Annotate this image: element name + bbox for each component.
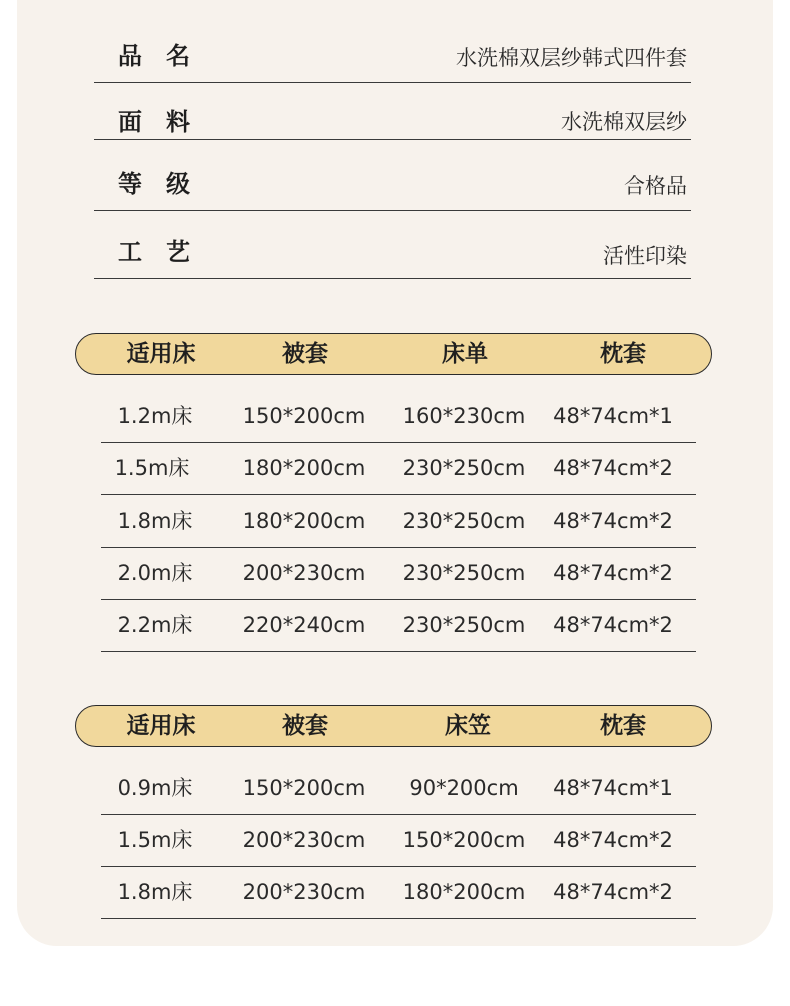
cell-bed: 1.5m床 bbox=[117, 828, 193, 852]
spec-label: 工艺 bbox=[118, 238, 214, 266]
cell-bed: 0.9m床 bbox=[117, 776, 193, 800]
cell-duvet: 150*200cm bbox=[242, 404, 366, 428]
spec-row-craft bbox=[94, 210, 691, 279]
table-row bbox=[101, 815, 696, 867]
spec-label: 面料 bbox=[118, 108, 214, 136]
cell-fitted-sheet: 150*200cm bbox=[402, 828, 526, 852]
table-row bbox=[101, 496, 696, 548]
cell-sheet: 230*250cm bbox=[402, 456, 526, 480]
table-row bbox=[101, 443, 696, 495]
cell-duvet: 150*200cm bbox=[242, 776, 366, 800]
cell-pillowcase: 48*74cm*2 bbox=[553, 828, 673, 852]
table-row bbox=[101, 391, 696, 443]
cell-pillowcase: 48*74cm*2 bbox=[553, 456, 673, 480]
spec-value: 活性印染 bbox=[603, 244, 687, 268]
cell-sheet: 230*250cm bbox=[402, 509, 526, 533]
cell-bed: 1.2m床 bbox=[117, 404, 193, 428]
spec-value: 水洗棉双层纱韩式四件套 bbox=[456, 46, 687, 70]
size-table-1-header bbox=[75, 333, 712, 375]
table-row bbox=[101, 548, 696, 600]
spec-row-grade bbox=[94, 139, 691, 211]
cell-duvet: 200*230cm bbox=[242, 828, 366, 852]
cell-pillowcase: 48*74cm*2 bbox=[553, 880, 673, 904]
cell-bed: 2.0m床 bbox=[117, 561, 193, 585]
cell-sheet: 230*250cm bbox=[402, 561, 526, 585]
cell-fitted-sheet: 180*200cm bbox=[402, 880, 526, 904]
cell-sheet: 230*250cm bbox=[402, 613, 526, 637]
cell-duvet: 200*230cm bbox=[242, 561, 366, 585]
header-bed: 适用床 bbox=[126, 713, 196, 739]
header-bed: 适用床 bbox=[126, 341, 196, 367]
cell-pillowcase: 48*74cm*1 bbox=[553, 404, 673, 428]
header-sheet: 床单 bbox=[442, 341, 488, 367]
spec-row-name bbox=[94, 30, 691, 83]
cell-bed: 1.8m床 bbox=[117, 509, 193, 533]
size-table-2-header bbox=[75, 705, 712, 747]
cell-bed: 2.2m床 bbox=[117, 613, 193, 637]
cell-duvet: 180*200cm bbox=[242, 456, 366, 480]
spec-label: 等级 bbox=[118, 170, 214, 198]
table-row bbox=[101, 600, 696, 652]
header-duvet: 被套 bbox=[282, 713, 328, 739]
spec-row-fabric bbox=[94, 82, 691, 140]
cell-pillowcase: 48*74cm*2 bbox=[553, 509, 673, 533]
header-fitted-sheet: 床笠 bbox=[445, 713, 491, 739]
cell-duvet: 200*230cm bbox=[242, 880, 366, 904]
cell-pillowcase: 48*74cm*2 bbox=[553, 613, 673, 637]
header-duvet: 被套 bbox=[282, 341, 328, 367]
cell-duvet: 220*240cm bbox=[242, 613, 366, 637]
cell-pillowcase: 48*74cm*1 bbox=[553, 776, 673, 800]
cell-bed: 1.5m床 bbox=[114, 456, 190, 480]
spec-value: 合格品 bbox=[624, 174, 687, 198]
header-pillowcase: 枕套 bbox=[600, 713, 646, 739]
cell-fitted-sheet: 90*200cm bbox=[409, 776, 519, 800]
table-row bbox=[101, 867, 696, 919]
cell-bed: 1.8m床 bbox=[117, 880, 193, 904]
cell-sheet: 160*230cm bbox=[402, 404, 526, 428]
table-row bbox=[101, 763, 696, 815]
spec-label: 品名 bbox=[118, 42, 214, 70]
cell-pillowcase: 48*74cm*2 bbox=[553, 561, 673, 585]
header-pillowcase: 枕套 bbox=[600, 341, 646, 367]
cell-duvet: 180*200cm bbox=[242, 509, 366, 533]
spec-value: 水洗棉双层纱 bbox=[561, 110, 687, 134]
